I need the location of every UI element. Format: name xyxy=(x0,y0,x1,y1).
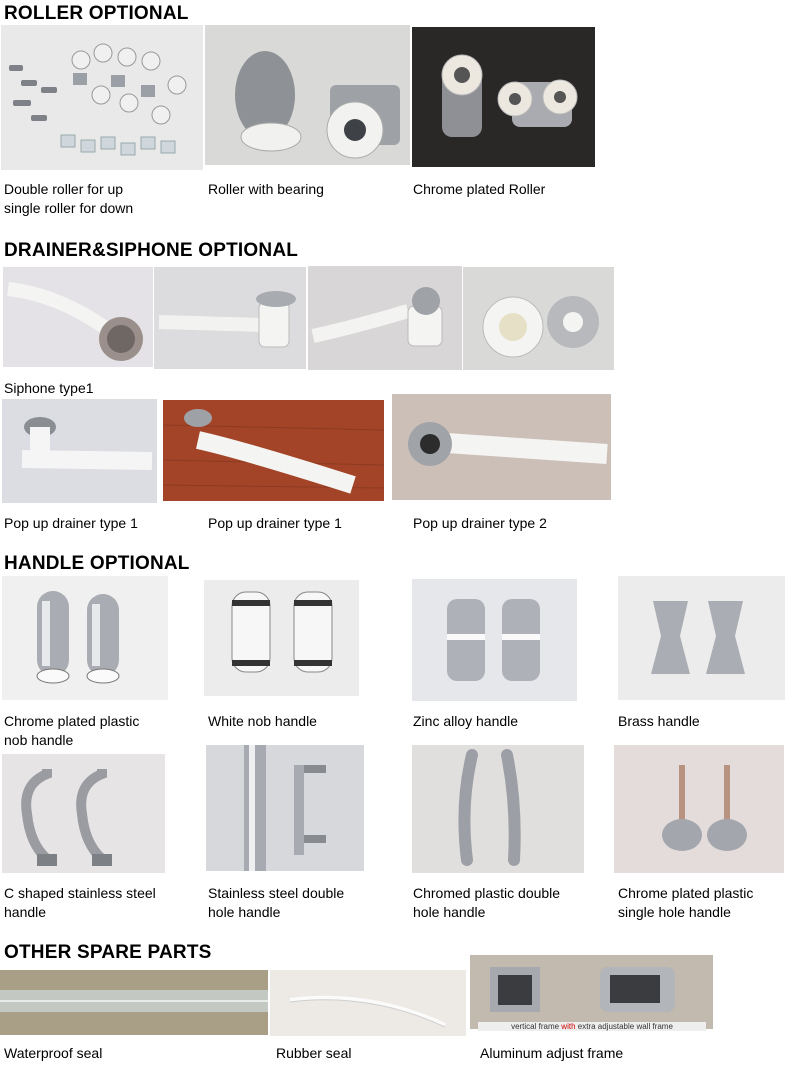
photo-brass-handle xyxy=(618,576,785,700)
caption-double-roller: Double roller for up single roller for down xyxy=(4,181,134,216)
photo-chromed-plastic-double-hole-handle xyxy=(412,745,584,873)
caption-white-nob-handle: White nob handle xyxy=(208,713,317,729)
caption-siphone-type1: Siphone type1 xyxy=(4,380,94,396)
photo-roller-with-bearing xyxy=(205,25,410,165)
photo-pop-up-drainer-1a xyxy=(2,399,157,503)
caption-stainless-double-hole-handle: Stainless steel double hole handle xyxy=(208,885,345,920)
caption-chrome-single-hole-handle: Chrome plated plastic single hole handle xyxy=(618,885,754,920)
caption-pop-up-drainer-2: Pop up drainer type 2 xyxy=(413,515,547,531)
photo-chrome-plated-roller xyxy=(412,27,595,167)
section-heading-spare: OTHER SPARE PARTS xyxy=(4,942,212,963)
photo-rubber-seal xyxy=(270,970,466,1036)
section-heading-roller: ROLLER OPTIONAL xyxy=(4,3,189,24)
photo-siphone-2 xyxy=(154,267,306,369)
photo-zinc-alloy-handle xyxy=(412,579,577,701)
section-heading-handle: HANDLE OPTIONAL xyxy=(4,553,190,574)
photo-chrome-nob-handle xyxy=(2,576,168,700)
photo-pop-up-drainer-2 xyxy=(392,394,611,500)
photo-white-nob-handle xyxy=(204,580,359,696)
photo-roller-kit xyxy=(1,25,203,170)
photo-siphone-4 xyxy=(463,267,614,370)
photo-pop-up-drainer-1b xyxy=(163,400,384,501)
caption-chromed-plastic-double-hole-handle: Chromed plastic double hole handle xyxy=(413,885,561,920)
photo-siphone-3 xyxy=(308,266,462,370)
caption-chrome-plated-roller: Chrome plated Roller xyxy=(413,181,546,197)
photo-aluminum-adjust-frame xyxy=(470,955,713,1029)
caption-rubber-seal: Rubber seal xyxy=(276,1045,352,1061)
caption-aluminum-adjust-frame: Aluminum adjust frame xyxy=(480,1045,624,1061)
caption-pop-up-drainer-1b: Pop up drainer type 1 xyxy=(208,515,342,531)
caption-pop-up-drainer-1a: Pop up drainer type 1 xyxy=(4,515,138,531)
caption-brass-handle: Brass handle xyxy=(618,713,700,729)
photo-c-shaped-handle xyxy=(2,754,165,873)
caption-waterproof-seal: Waterproof seal xyxy=(4,1045,103,1061)
photo-stainless-double-hole-handle xyxy=(206,745,364,871)
caption-roller-with-bearing: Roller with bearing xyxy=(208,181,324,197)
section-heading-drainer: DRAINER&SIPHONE OPTIONAL xyxy=(4,240,299,261)
caption-c-shaped-handle: C shaped stainless steel handle xyxy=(4,885,156,920)
photo-siphone-1 xyxy=(3,267,153,367)
photo-note-frame: vertical frame with extra adjustable wall frame xyxy=(478,1022,706,1031)
caption-zinc-alloy-handle: Zinc alloy handle xyxy=(413,713,519,729)
caption-chrome-nob-handle: Chrome plated plastic nob handle xyxy=(4,713,140,748)
photo-waterproof-seal xyxy=(0,970,268,1035)
photo-chrome-single-hole-handle xyxy=(614,745,784,873)
